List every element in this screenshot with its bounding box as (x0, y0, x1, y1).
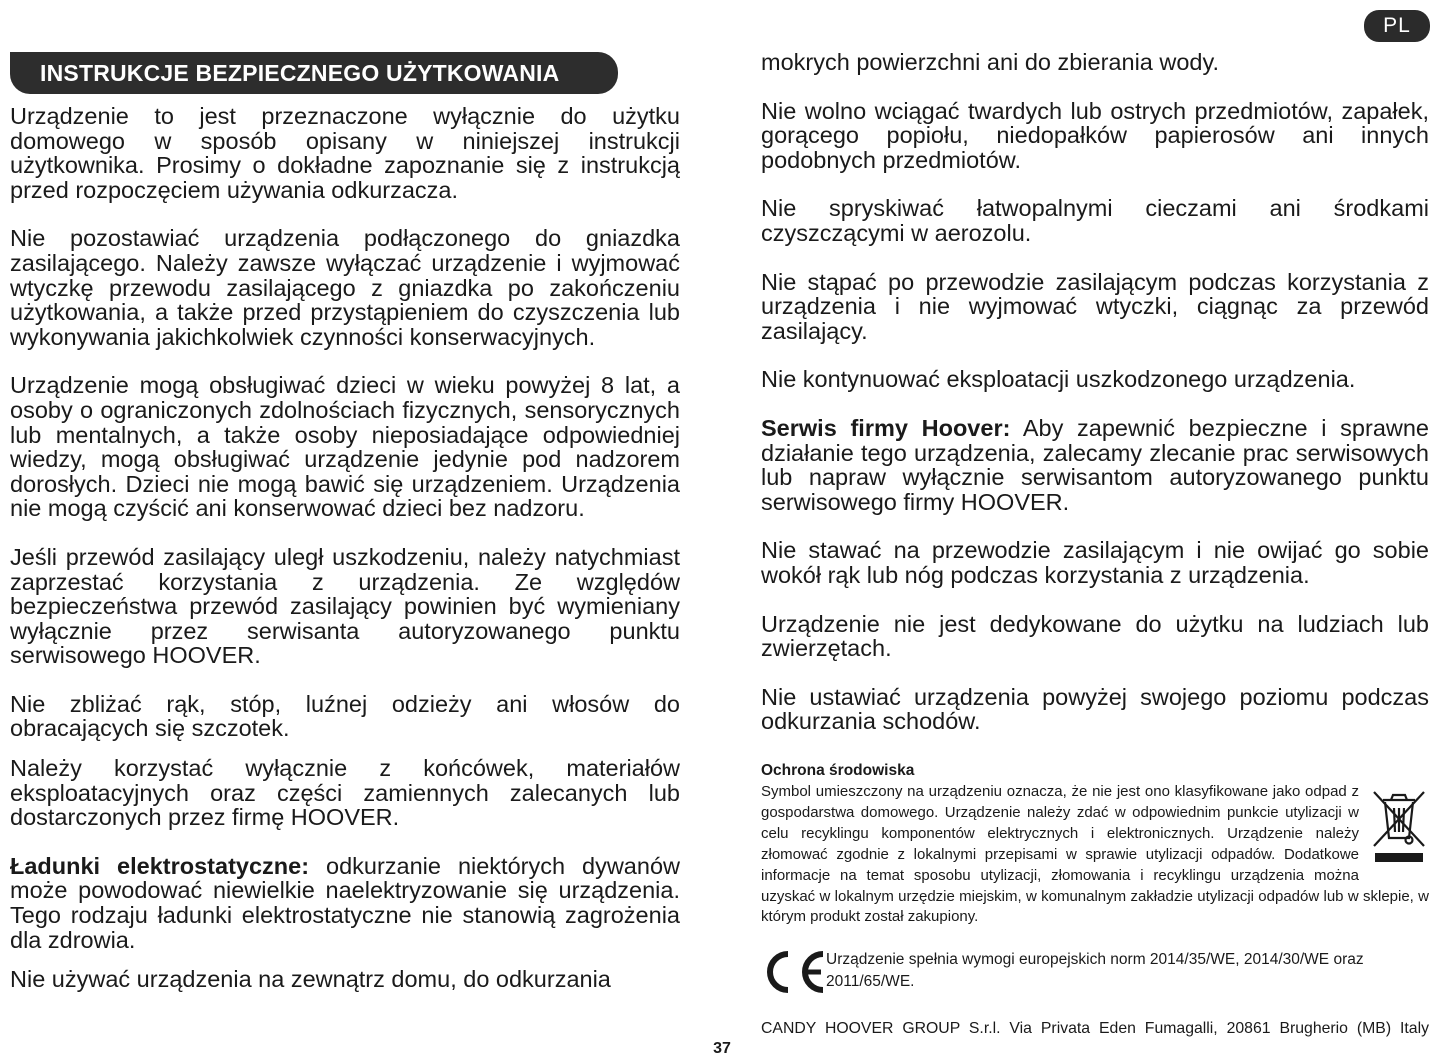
crossed-out-wheelie-bin-icon (1369, 784, 1429, 864)
paragraph-people-animals: Urządzenie nie jest dedykowane do użytku na ludziach lub zwierzętach. (761, 610, 1429, 662)
paragraph-wet-surfaces: mokrych powierzchni ani do zbierania wody. (761, 49, 1220, 75)
paragraph-cord-wrap: Nie stawać na przewodzie zasilającym i nie owijać go sobie wokół rąk lub nóg podczas korzystania z urządzenia. (761, 537, 1429, 588)
compliance-text: Urządzenie spełnia wymogi europejskich norm 2014/35/WE, 2014/30/WE oraz 2011/65/WE. (826, 951, 1364, 990)
paragraph-power-cord: Jeśli przewód zasilający uległ uszkodzeniu, należy natychmiast zaprzestać korzystania z urządzenia. Ze względów bezpieczeństwa przewód zasilający powinien być wymieniany wyłącznie przez serwisanta autoryzowanego punktu serwisowego HOOVER. (10, 543, 680, 669)
environment-title: Ochrona środowiska (761, 762, 915, 779)
paragraph-cord-step: Nie stąpać po przewodzie zasilającym podczas korzystania z urządzenia i nie wyjmować wtyczki, ciągnąc za przewód zasilający. (761, 268, 1429, 344)
paragraph-damaged: Nie kontynuować eksploatacji uszkodzonego urządzenia. (761, 366, 1356, 393)
compliance-row (761, 947, 1429, 999)
paragraph-brushes: Nie zbliżać rąk, stóp, luźnej odzieży ani włosów do obracających się szczotek. (10, 690, 680, 742)
paragraph-service (761, 416, 1429, 514)
left-column (10, 104, 680, 992)
paragraph-unplug: Nie pozostawiać urządzenia podłączonego do gniazdka zasilającego. Należy zawsze wyłączać urządzenie i wyjmować wtyczkę przewodu zasilającego z gniazdka po zakończeniu użytkowania, a także przed przystąpieniem do czyszczenia lub wykonywania jakichkolwiek czynności konserwacyjnych. (10, 225, 680, 350)
paragraph-aerosol: Nie spryskiwać łatwopalnymi cieczami ani środkami czyszczącymi w aerozolu. (761, 195, 1429, 246)
environment-text: Symbol umieszczony na urządzeniu oznacza, że nie jest ono klasyfikowane jako odpad z gospodarstwa domowego. Urządzenie należy zdać w odpowiednim punkcie utylizacji w celu recyklingu komponentów elektrycznych i elektronicznych. Urządzenie należy złomować zgodnie z lokalnymi przepisami w sprawie utylizacji odpadów. Dodatkowe informacje na temat sposobu utylizacji, złomowania i recyklingu urządzenia można uzyskać w lokalnym urzędzie miejskim, w komunalnym zakładzie utylizacji odpadów lub w sklepie, w którym produkt został zakupiony. (761, 783, 1429, 926)
paragraph-sharp-objects: Nie wolno wciągać twardych lub ostrych przedmiotów, zapałek, gorącego popiołu, niedopałków papierosów ani innych podobnych przedmiotów. (761, 97, 1429, 173)
language-badge: PL (1364, 10, 1430, 42)
paragraph-outdoor: Nie używać urządzenia na zewnątrz domu, do odkurzania (10, 966, 611, 993)
ce-mark-icon (761, 949, 825, 995)
paragraph-static (10, 854, 680, 952)
static-heading: Ładunki elektrostatyczne: (10, 852, 310, 879)
page-number: 37 (713, 1040, 731, 1057)
paragraph-stairs: Nie ustawiać urządzenia powyżej swojego poziomu podczas odkurzania schodów. (761, 683, 1429, 735)
paragraph-children: Urządzenie mogą obsługiwać dzieci w wieku powyżej 8 lat, a osoby o ograniczonych zdolnościach fizycznych, sensorycznych lub mentalnych, a także osoby nieposiadające odpowiedniej wiedzy, mogą obsługiwać urządzenie jedynie pod nadzorem dorosłych. Dzieci nie mogą bawić się urządzeniem. Urządzenia nie mogą czyścić ani konserwować dzieci bez nadzoru. (10, 372, 680, 522)
paragraph-accessories: Należy korzystać wyłącznie z końcówek, materiałów eksploatacyjnych oraz części zamiennych zalecanych lub dostarczonych przez firmę HOOVER. (10, 755, 680, 831)
static-text: odkurzanie niektórych dywanów może powodować niewielkie naelektryzowanie się urządzenia. Tego rodzaju ładunki elektrostatyczne nie stanowią zagrożenia dla zdrowia. (10, 852, 680, 953)
service-text: Aby zapewnić bezpieczne i sprawne działanie tego urządzenia, zalecamy zlecanie prac serwisowych lub napraw wyłącznie serwisantom autoryzowanego punktu serwisowego firmy HOOVER. (761, 414, 1429, 515)
section-title: INSTRUKCJE BEZPIECZNEGO UŻYTKOWANIA (10, 52, 618, 94)
company-address: CANDY HOOVER GROUP S.r.l. Via Privata Eden Fumagalli, 20861 Brugherio (MB) Italy (761, 1020, 1429, 1037)
environment-section (761, 760, 1429, 928)
paragraph-intended-use: Urządzenie to jest przeznaczone wyłącznie do użytku domowego w sposób opisany w niniejszej instrukcji użytkownika. Prosimy o dokładne zapoznanie się z instrukcją przed rozpoczęciem używania odkurzacza. (10, 103, 680, 203)
service-heading: Serwis firmy Hoover: (761, 414, 1011, 441)
right-column (761, 50, 1429, 734)
